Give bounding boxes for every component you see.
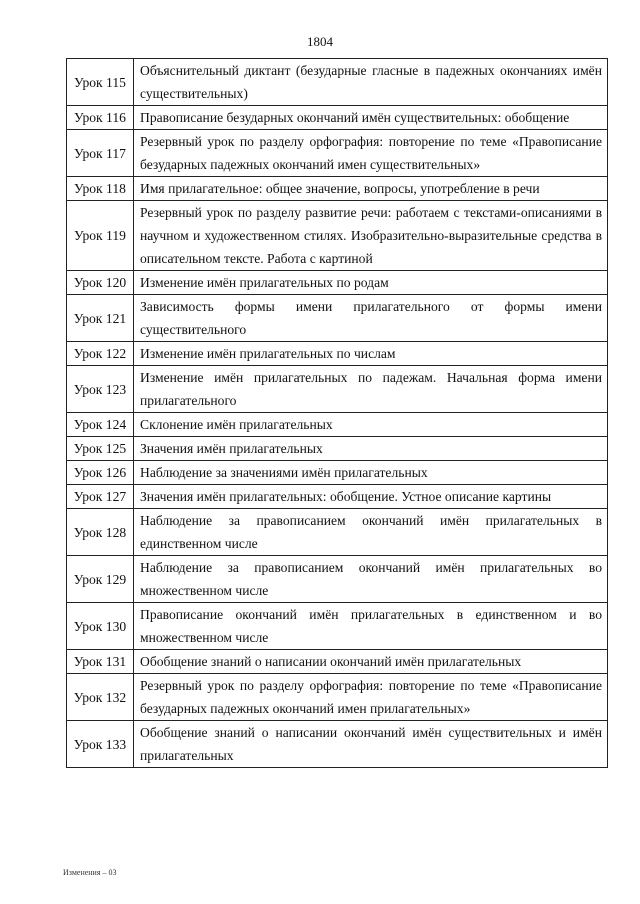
lesson-topic: Резервный урок по разделу орфография: повторение по теме «Правописание безударных падежных окончаний имен прилагательных»: [134, 674, 608, 721]
lesson-topic: Значения имён прилагательных: [134, 437, 608, 461]
lesson-number: Урок 117: [67, 130, 134, 177]
table-row: [67, 485, 608, 509]
lesson-number: Урок 124: [67, 413, 134, 437]
lesson-topic: Изменение имён прилагательных по числам: [134, 342, 608, 366]
lesson-number: Урок 129: [67, 556, 134, 603]
page-number: 1804: [307, 34, 333, 49]
lesson-number: Урок 133: [67, 721, 134, 768]
lesson-number: Урок 123: [67, 366, 134, 413]
lesson-number: Урок 130: [67, 603, 134, 650]
table-row: [67, 509, 608, 556]
lesson-topic: Наблюдение за значениями имён прилагательных: [134, 461, 608, 485]
table-row: [67, 59, 608, 106]
lesson-number: Урок 122: [67, 342, 134, 366]
table-row: [67, 674, 608, 721]
lesson-topic: Зависимость формы имени прилагательного от формы имени существительного: [134, 295, 608, 342]
table-row: [67, 366, 608, 413]
lesson-number: Урок 126: [67, 461, 134, 485]
lesson-number: Урок 119: [67, 201, 134, 271]
table-row: [67, 295, 608, 342]
lesson-number: Урок 131: [67, 650, 134, 674]
table-row: [67, 106, 608, 130]
table-row: [67, 556, 608, 603]
table-row: [67, 271, 608, 295]
lesson-topic: Резервный урок по разделу развитие речи: работаем с текстами-описаниями в научном и художественном стилях. Изобразительно-выразительные средства в описательном тексте. Работа с картиной: [134, 201, 608, 271]
lesson-topic: Значения имён прилагательных: обобщение. Устное описание картины: [134, 485, 608, 509]
lesson-topic: Наблюдение за правописанием окончаний имён прилагательных в единственном числе: [134, 509, 608, 556]
lesson-number: Урок 127: [67, 485, 134, 509]
lesson-topic: Имя прилагательное: общее значение, вопросы, употребление в речи: [134, 177, 608, 201]
lesson-topic: Объяснительный диктант (безударные гласные в падежных окончаниях имён существительных): [134, 59, 608, 106]
lesson-number: Урок 115: [67, 59, 134, 106]
lesson-number: Урок 128: [67, 509, 134, 556]
lesson-number: Урок 116: [67, 106, 134, 130]
table-row: [67, 461, 608, 485]
revision-footer: Изменения – 03: [63, 868, 117, 877]
lesson-number: Урок 118: [67, 177, 134, 201]
table-row: [67, 130, 608, 177]
lesson-number: Урок 121: [67, 295, 134, 342]
lesson-topic: Обобщение знаний о написании окончаний имён прилагательных: [134, 650, 608, 674]
lesson-topic: Правописание окончаний имён прилагательных в единственном и во множественном числе: [134, 603, 608, 650]
lesson-number: Урок 125: [67, 437, 134, 461]
lesson-topic: Изменение имён прилагательных по родам: [134, 271, 608, 295]
lesson-topic: Наблюдение за правописанием окончаний имён прилагательных во множественном числе: [134, 556, 608, 603]
lesson-topic: Склонение имён прилагательных: [134, 413, 608, 437]
table-row: [67, 201, 608, 271]
table-row: [67, 721, 608, 768]
table-row: [67, 342, 608, 366]
lesson-topic: Изменение имён прилагательных по падежам. Начальная форма имени прилагательного: [134, 366, 608, 413]
lesson-topic: Резервный урок по разделу орфография: повторение по теме «Правописание безударных падежных окончаний имен существительных»: [134, 130, 608, 177]
lesson-number: Урок 132: [67, 674, 134, 721]
table-row: [67, 650, 608, 674]
lesson-topic: Правописание безударных окончаний имён существительных: обобщение: [134, 106, 608, 130]
lesson-topic: Обобщение знаний о написании окончаний имён существительных и имён прилагательных: [134, 721, 608, 768]
lesson-number: Урок 120: [67, 271, 134, 295]
lesson-plan-table: [66, 58, 608, 768]
table-row: [67, 413, 608, 437]
table-row: [67, 177, 608, 201]
table-row: [67, 603, 608, 650]
table-row: [67, 437, 608, 461]
